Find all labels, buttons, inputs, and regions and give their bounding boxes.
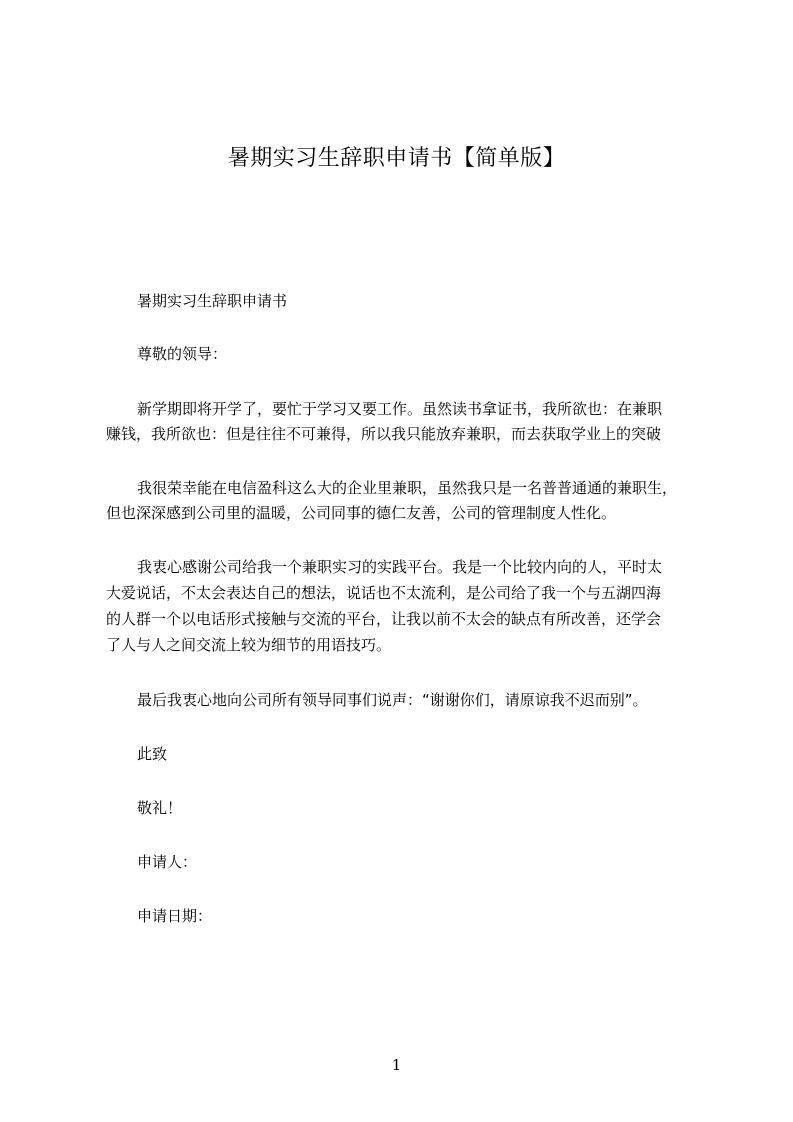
- paragraph-3-line-1: 我衷心感谢公司给我一个兼职实习的实践平台。我是一个比较内向的人，平时太: [137, 558, 663, 576]
- document-title: 暑期实习生辞职申请书【简单版】: [227, 146, 566, 171]
- paragraph-4: 最后我衷心地向公司所有领导同事们说声：“谢谢你们，请原谅我不迟而别”。: [137, 691, 648, 709]
- paragraph-1-line-1: 新学期即将开学了，要忙于学习又要工作。虽然读书拿证书，我所欲也：在兼职: [137, 400, 663, 418]
- date-label: 申请日期：: [137, 907, 213, 925]
- paragraph-3-line-2: 大爱说话，不太会表达自己的想法，说话也不太流利，是公司给了我一个与五湖四海: [106, 584, 662, 602]
- document-subtitle: 暑期实习生辞职申请书: [137, 292, 288, 310]
- paragraph-2-line-1: 我很荣幸能在电信盈科这么大的企业里兼职，虽然我只是一名普普通通的兼职生，: [137, 479, 678, 497]
- paragraph-3-line-4: 了人与人之间交流上较为细节的用语技巧。: [106, 636, 392, 654]
- applicant-label: 申请人：: [137, 853, 198, 871]
- salutation: 尊敬的领导：: [137, 345, 228, 363]
- paragraph-3-line-3: 的人群一个以电话形式接触与交流的平台，让我以前不太会的缺点有所改善，还学会: [106, 610, 662, 628]
- page-number: 1: [391, 1056, 402, 1074]
- closing-jing-li: 敬礼！: [137, 799, 183, 817]
- paragraph-1-line-2: 赚钱，我所欲也：但是往往不可兼得，所以我只能放弃兼职，而去获取学业上的突破: [106, 425, 662, 443]
- closing-ci-zhi: 此致: [137, 745, 168, 763]
- paragraph-2-line-2: 但也深深感到公司里的温暖，公司同事的德仁友善，公司的管理制度人性化。: [106, 504, 617, 522]
